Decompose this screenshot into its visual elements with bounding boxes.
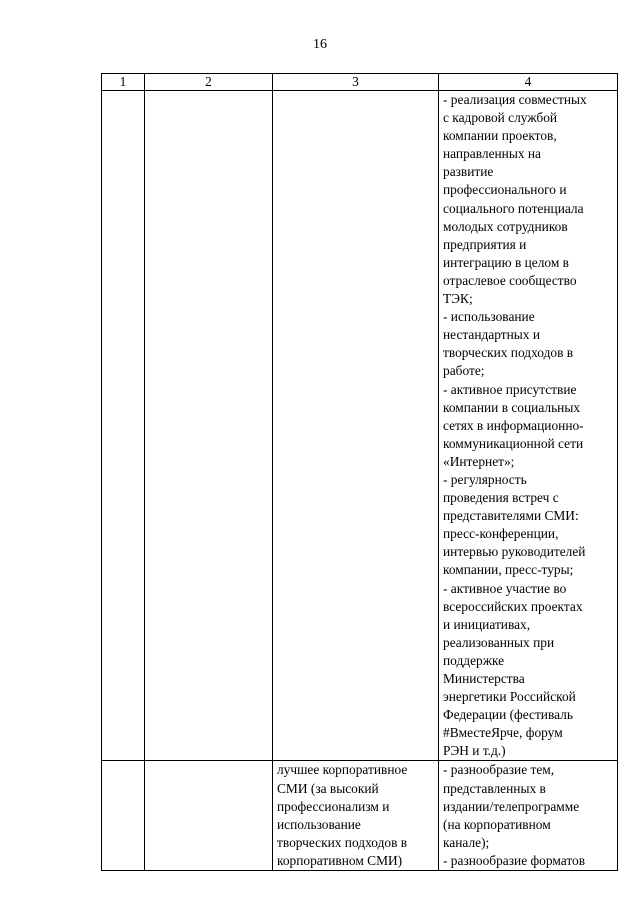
header-col-1: 1 bbox=[102, 74, 145, 91]
row-1-col-3 bbox=[273, 91, 439, 761]
header-col-2: 2 bbox=[145, 74, 273, 91]
header-col-3: 3 bbox=[273, 74, 439, 91]
table-row bbox=[102, 761, 618, 871]
header-col-4: 4 bbox=[439, 74, 618, 91]
row-1-criteria: - реализация совместных с кадровой службой компании проектов, направленных на развитие профессионального и социального потенциала молодых сотрудников предприятия и интеграцию в целом в отраслевое сообщество ТЭК; - использование нестандартных и творческих подходов в работе; - активное присутствие компании в социальных сетях в информационно- коммуникационной сети «Интернет»; - регулярность проведения встреч с представителями СМИ: пресс-конференции, интервью руководителей компании, пресс-туры; - активное участие во всероссийских проектах и инициативах, реализованных при поддержке Министерства энергетики Российской Федерации (фестиваль #ВместеЯрче, форум РЭН и т.д.) bbox=[439, 91, 618, 761]
criteria-table bbox=[101, 73, 618, 871]
row-2-col-2 bbox=[145, 761, 273, 871]
row-1-col-2 bbox=[145, 91, 273, 761]
row-1-col-1 bbox=[102, 91, 145, 761]
table-row bbox=[102, 91, 618, 761]
table-header-row bbox=[102, 74, 618, 91]
row-2-nomination: лучшее корпоративное СМИ (за высокий профессионализм и использование творческих подходов в корпоративном СМИ) bbox=[273, 761, 439, 871]
page-number: 16 bbox=[313, 37, 327, 52]
row-2-col-1 bbox=[102, 761, 145, 871]
row-2-criteria: - разнообразие тем, представленных в издании/телепрограмме (на корпоративном канале); - разнообразие форматов bbox=[439, 761, 618, 871]
